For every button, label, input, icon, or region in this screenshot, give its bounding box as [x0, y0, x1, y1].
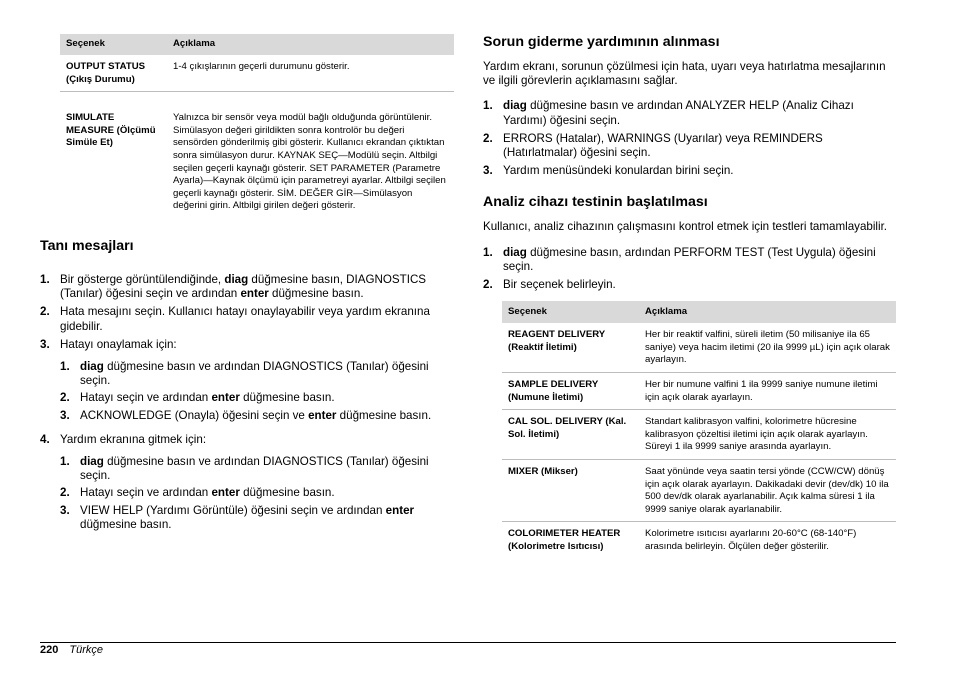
substeps-acknowledge — [60, 360, 454, 423]
step-text: Bir gösterge görüntülendiğinde, — [60, 272, 225, 286]
step-number: 1. — [483, 245, 493, 259]
step-text: Bir seçenek belirleyin. — [503, 278, 616, 292]
step-text: Yardım menüsündeki konulardan birini seçin. — [503, 164, 734, 178]
left-options-table — [60, 34, 454, 218]
step-number: 1. — [483, 99, 493, 113]
option-description: Her bir numune valfini 1 ila 9999 saniye numune iletimi için açık olarak ayarlayın. — [639, 373, 896, 410]
step-number: 2. — [483, 131, 493, 145]
step-number: 3. — [60, 503, 70, 517]
section-heading-diagnostics: Tanı mesajları — [40, 237, 134, 254]
step-text: VIEW HELP (Yardımı Görüntüle) öğesini seçin ve ardından — [80, 503, 386, 517]
step-text: Hatayı seçin ve ardından — [80, 391, 212, 405]
list-item — [483, 99, 896, 127]
footer-divider — [40, 642, 896, 643]
step-text: düğmesine basın. — [80, 517, 172, 531]
right-options-table — [502, 301, 896, 558]
step-text: düğmesine basın, ardından PERFORM TEST (Test Uygula) öğesini seçin. — [503, 245, 876, 273]
step-number: 1. — [60, 359, 70, 373]
key-name: enter — [240, 287, 269, 301]
step-text: düğmesine basın. — [268, 287, 364, 301]
step-text: düğmesine basın ve ardından ANALYZER HELP (Analiz Cihazı Yardımı) öğesini seçin. — [503, 99, 854, 127]
troubleshooting-intro: Yardım ekranı, sorunun çözülmesi için hata, uyarı veya hatırlatma mesajlarının ve ilgili görevlerin açıklamasını sağlar. — [483, 60, 886, 88]
key-name: diag — [80, 454, 104, 468]
list-item — [483, 164, 896, 178]
table-row — [502, 323, 896, 372]
header-option: Seçenek — [502, 301, 639, 323]
analyzer-test-steps — [483, 246, 896, 293]
footer-language: Türkçe — [69, 644, 104, 656]
list-item — [40, 433, 454, 532]
step-number: 4. — [40, 432, 50, 446]
option-description: Kolorimetre ısıtıcısı ayarlarını 20-60°C (68-140°F) arasında belirleyin. Ölçülen değer gösterilir. — [645, 528, 857, 552]
diagnostics-steps — [40, 273, 454, 532]
table-row — [60, 55, 454, 92]
list-item — [40, 338, 454, 423]
option-description: Yalnızca bir sensör veya modül bağlı olduğunda görüntülenir. Simülasyon değeri girildikten sonra kontrolör bu değeri sensörden gönderilmiş gibi gösterir. Kullanıcı ekrandan çıktıktan sonra simülasyon durur. KAYNAK SEÇ—Modülü seçin. Altbilgi seçilen geçerli kaynağı gösterir. SET PARAMETER (Parametre Ayarla)—Kaynak ölçümü için parametreyi ayarlar. Altbilgi seçilen geçerli kaynağı gösterir. SİM. DEĞER GİR—Simülasyon değerini girin. Altbilgi girilen değeri gösterir. — [173, 112, 446, 212]
step-text: Hata mesajını seçin. Kullanıcı hatayı onaylayabilir veya yardım ekranına gidebilir. — [60, 305, 430, 333]
key-name: diag — [503, 245, 527, 259]
step-text: düğmesine basın. — [239, 486, 335, 500]
header-description: Açıklama — [167, 34, 454, 55]
table-row — [60, 92, 454, 218]
option-description: Standart kalibrasyon valfini, kolorimetre hücresine kalibrasyon çözeltisi iletimi için açık olarak ayarlayın. Süreyi 1 ila 9999 saniye arasında ayarlayın. — [639, 410, 896, 460]
option-description: 1-4 çıkışlarının geçerli durumunu gösterir. — [167, 55, 454, 92]
key-name: enter — [211, 391, 240, 405]
table-row — [502, 410, 896, 460]
option-name: SAMPLE DELIVERY (Numune İletimi) — [502, 373, 639, 410]
step-number: 1. — [60, 454, 70, 468]
option-description: Her bir reaktif valfini, süreli iletim (50 milisaniye ila 65 saniye) veya hacim iletimi (20 ila 9999 µL) için açık olarak ayarlayın. — [639, 323, 896, 372]
step-text: ACKNOWLEDGE (Onayla) öğesini seçin ve — [80, 408, 309, 422]
table-header-row — [60, 34, 454, 55]
key-name: diag — [503, 99, 527, 113]
step-number: 2. — [60, 391, 70, 405]
list-item — [60, 360, 454, 388]
substeps-help — [60, 455, 454, 532]
key-name: enter — [211, 486, 240, 500]
table-row — [502, 522, 896, 559]
option-description: Saat yönünde veya saatin tersi yönde (CCW/CW) dönüş için açık olarak ayarlayın. Dakikadaki devir (dev/dk) 10 ila 500 dev/dk olarak ayarlanabilir. Açık kalma süresi 1 ila 9999 saniye olarak ayarlanabilir. — [639, 459, 896, 521]
step-text: düğmesine basın. — [239, 391, 335, 405]
header-option: Seçenek — [60, 34, 167, 55]
table-header-row — [502, 301, 896, 323]
step-text: düğmesine basın ve ardından DIAGNOSTICS (Tanılar) öğesini seçin. — [80, 359, 429, 388]
step-text: Hatayı seçin ve ardından — [80, 486, 212, 500]
list-item — [60, 391, 454, 405]
option-name: CAL SOL. DELIVERY (Kal. Sol. İletimi) — [502, 410, 639, 460]
step-number: 3. — [483, 164, 493, 178]
table-row — [502, 459, 896, 521]
page-number: 220 — [40, 644, 59, 656]
step-number: 1. — [40, 272, 50, 286]
list-item — [60, 486, 454, 500]
option-name: SIMULATE MEASURE (Ölçümü Simüle Et) — [66, 112, 156, 149]
step-text: düğmesine basın. — [336, 408, 432, 422]
step-text: düğmesine basın, DIAGNOSTICS (Tanılar) öğesini seçin ve ardından — [60, 272, 427, 301]
option-name: OUTPUT STATUS (Çıkış Durumu) — [60, 55, 167, 92]
key-name: diag — [224, 272, 249, 286]
option-name: COLORIMETER HEATER (Kolorimetre Isıtıcısı) — [508, 528, 621, 552]
section-heading-troubleshooting: Sorun giderme yardımının alınması — [483, 34, 720, 50]
step-text: ERRORS (Hatalar), WARNINGS (Uyarılar) veya REMINDERS (Hatırlatmalar) öğesini seçin. — [503, 131, 823, 160]
list-item — [40, 273, 454, 301]
step-number: 3. — [60, 408, 70, 422]
step-number: 3. — [40, 337, 50, 351]
step-text: Yardım ekranına gitmek için: — [60, 432, 207, 446]
section-heading-analyzer-test: Analiz cihazı testinin başlatılması — [483, 194, 708, 211]
header-description: Açıklama — [639, 301, 896, 323]
list-item — [60, 455, 454, 483]
table-row — [502, 373, 896, 410]
key-name: enter — [385, 503, 415, 517]
list-item — [60, 409, 454, 423]
list-item — [483, 246, 896, 274]
step-number: 2. — [483, 278, 493, 292]
page-footer — [40, 644, 103, 657]
step-number: 2. — [40, 305, 50, 319]
analyzer-test-intro: Kullanıcı, analiz cihazının çalışmasını kontrol etmek için testleri tamamlayabilir. — [483, 220, 888, 234]
key-name: diag — [80, 359, 104, 373]
list-item — [60, 504, 454, 532]
option-name: MIXER (Mikser) — [502, 459, 639, 521]
option-name: REAGENT DELIVERY (Reaktif İletimi) — [502, 323, 639, 372]
list-item — [40, 305, 454, 333]
left-column — [40, 34, 454, 542]
step-number: 2. — [60, 486, 70, 500]
troubleshooting-steps — [483, 99, 896, 178]
key-name: enter — [308, 408, 337, 422]
list-item — [483, 132, 896, 160]
step-text: Hatayı onaylamak için: — [60, 337, 177, 351]
step-text: düğmesine basın ve ardından DIAGNOSTICS (Tanılar) öğesini seçin. — [80, 454, 429, 483]
right-column — [483, 34, 896, 559]
list-item — [483, 278, 896, 292]
